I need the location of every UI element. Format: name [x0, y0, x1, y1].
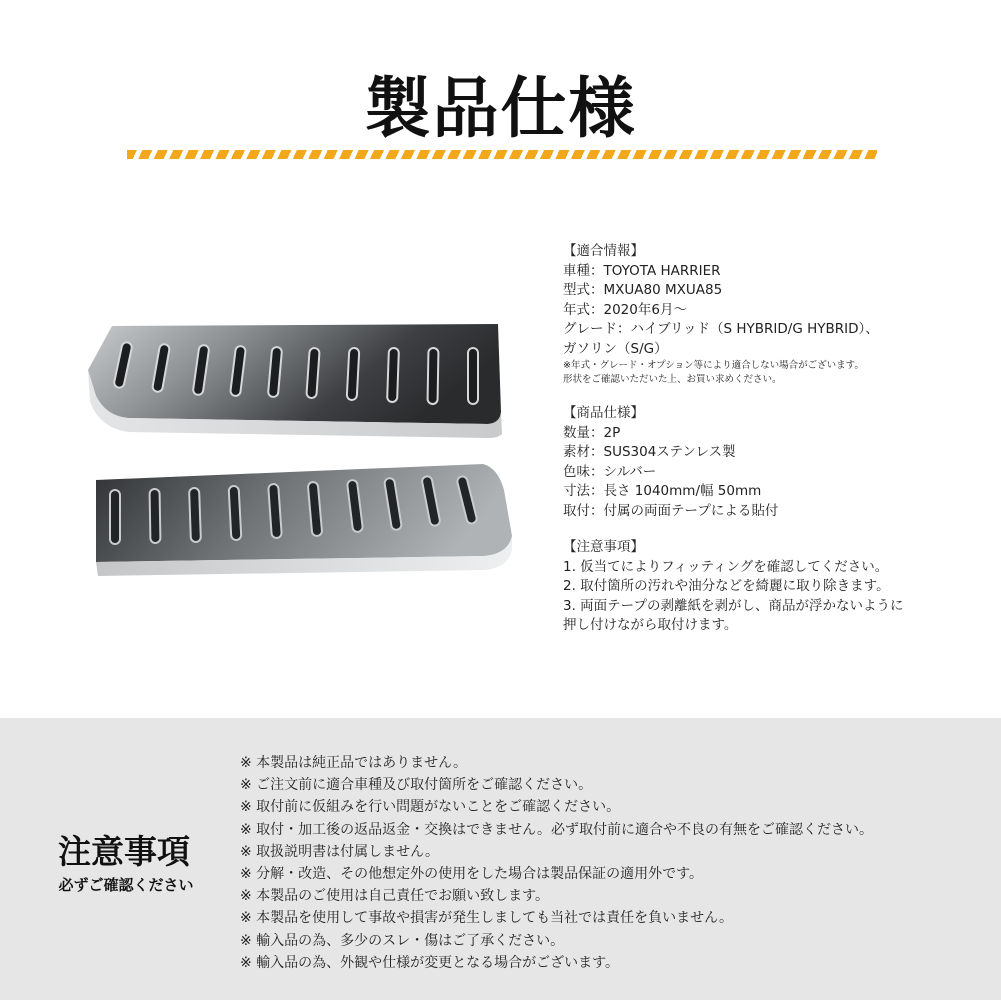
notice-item: ※ 本製品を使用して事故や損害が発生しましても当社では責任を負いません。	[240, 910, 734, 927]
page-title: 製品仕様	[364, 70, 637, 147]
notice-item: ※ 分解・改造、その他想定外の使用をした場合は製品保証の適用外です。	[240, 866, 704, 883]
fitment-note-continued: 形状をご確認いただいた上、お買い求めください。	[563, 374, 782, 385]
product-spec	[563, 242, 904, 636]
caution-step-3-continued: 押し付けながら取付けます。	[563, 617, 738, 633]
product-image-stainless-plates	[88, 318, 513, 580]
caution-step-3: 3. 両面テープの剥離紙を剥がし、商品が浮かないように	[563, 597, 904, 614]
grade-line-continued: ガソリン（S/G）	[563, 340, 668, 357]
caution-header: 【注意事項】	[563, 539, 644, 555]
notice-item: ※ 輸入品の為、外観や仕様が変更となる場合がございます。	[240, 954, 620, 971]
notice-item: ※ 本製品は純正品ではありません。	[240, 755, 468, 771]
compat-header: 【適合情報】	[563, 243, 644, 259]
install-line: 取付：付属の両面テープによる貼付	[563, 502, 779, 519]
accent-stripe-divider	[127, 150, 877, 159]
size-line: 寸法：長さ 1040mm/幅 50mm	[563, 483, 762, 499]
notice-item: ※ 輸入品の為、多少のスレ・傷はご了承ください。	[240, 932, 565, 949]
material-line: 素材：SUS304ステンレス製	[563, 444, 736, 460]
notice-item: ※ 取付・加工後の返品返金・交換はできません。必ず取付前に適合や不良の有無をご確認ください。	[240, 821, 874, 838]
year-line: 年式：2020年6月～	[563, 301, 687, 318]
notice-title: 注意事項	[58, 832, 190, 871]
caution-step-1: 1. 仮当てによりフィッティングを確認してください。	[563, 558, 889, 575]
notice-item: ※ 取付前に仮組みを行い問題がないことをご確認ください。	[240, 799, 621, 816]
notice-item: ※ 本製品のご使用は自己責任でお願い致します。	[240, 888, 550, 905]
notice-subtitle: 必ずご確認ください	[58, 876, 194, 894]
quantity-line: 数量：2P	[563, 424, 621, 441]
model-line: 型式：MXUA80 MXUA85	[563, 282, 723, 298]
notice-list	[240, 752, 873, 974]
vehicle-line: 車種：TOYOTA HARRIER	[563, 262, 721, 279]
product-header: 【商品仕様】	[563, 405, 644, 421]
fitment-note: ※年式・グレード・オプション等により適合しない場合がございます。	[563, 360, 864, 371]
caution-step-2: 2. 取付箇所の汚れや油分などを綺麗に取り除きます。	[563, 578, 890, 594]
notice-item: ※ ご注文前に適合車種及び取付箇所をご確認ください。	[240, 777, 593, 794]
color-line: 色味：シルバー	[563, 463, 657, 480]
grade-line: グレード：ハイブリッド（S HYBRID/G HYBRID）、	[563, 321, 879, 337]
lower-plate	[96, 464, 512, 576]
upper-plate	[88, 324, 502, 438]
notice-item: ※ 取扱説明書は付属しません。	[240, 843, 440, 860]
